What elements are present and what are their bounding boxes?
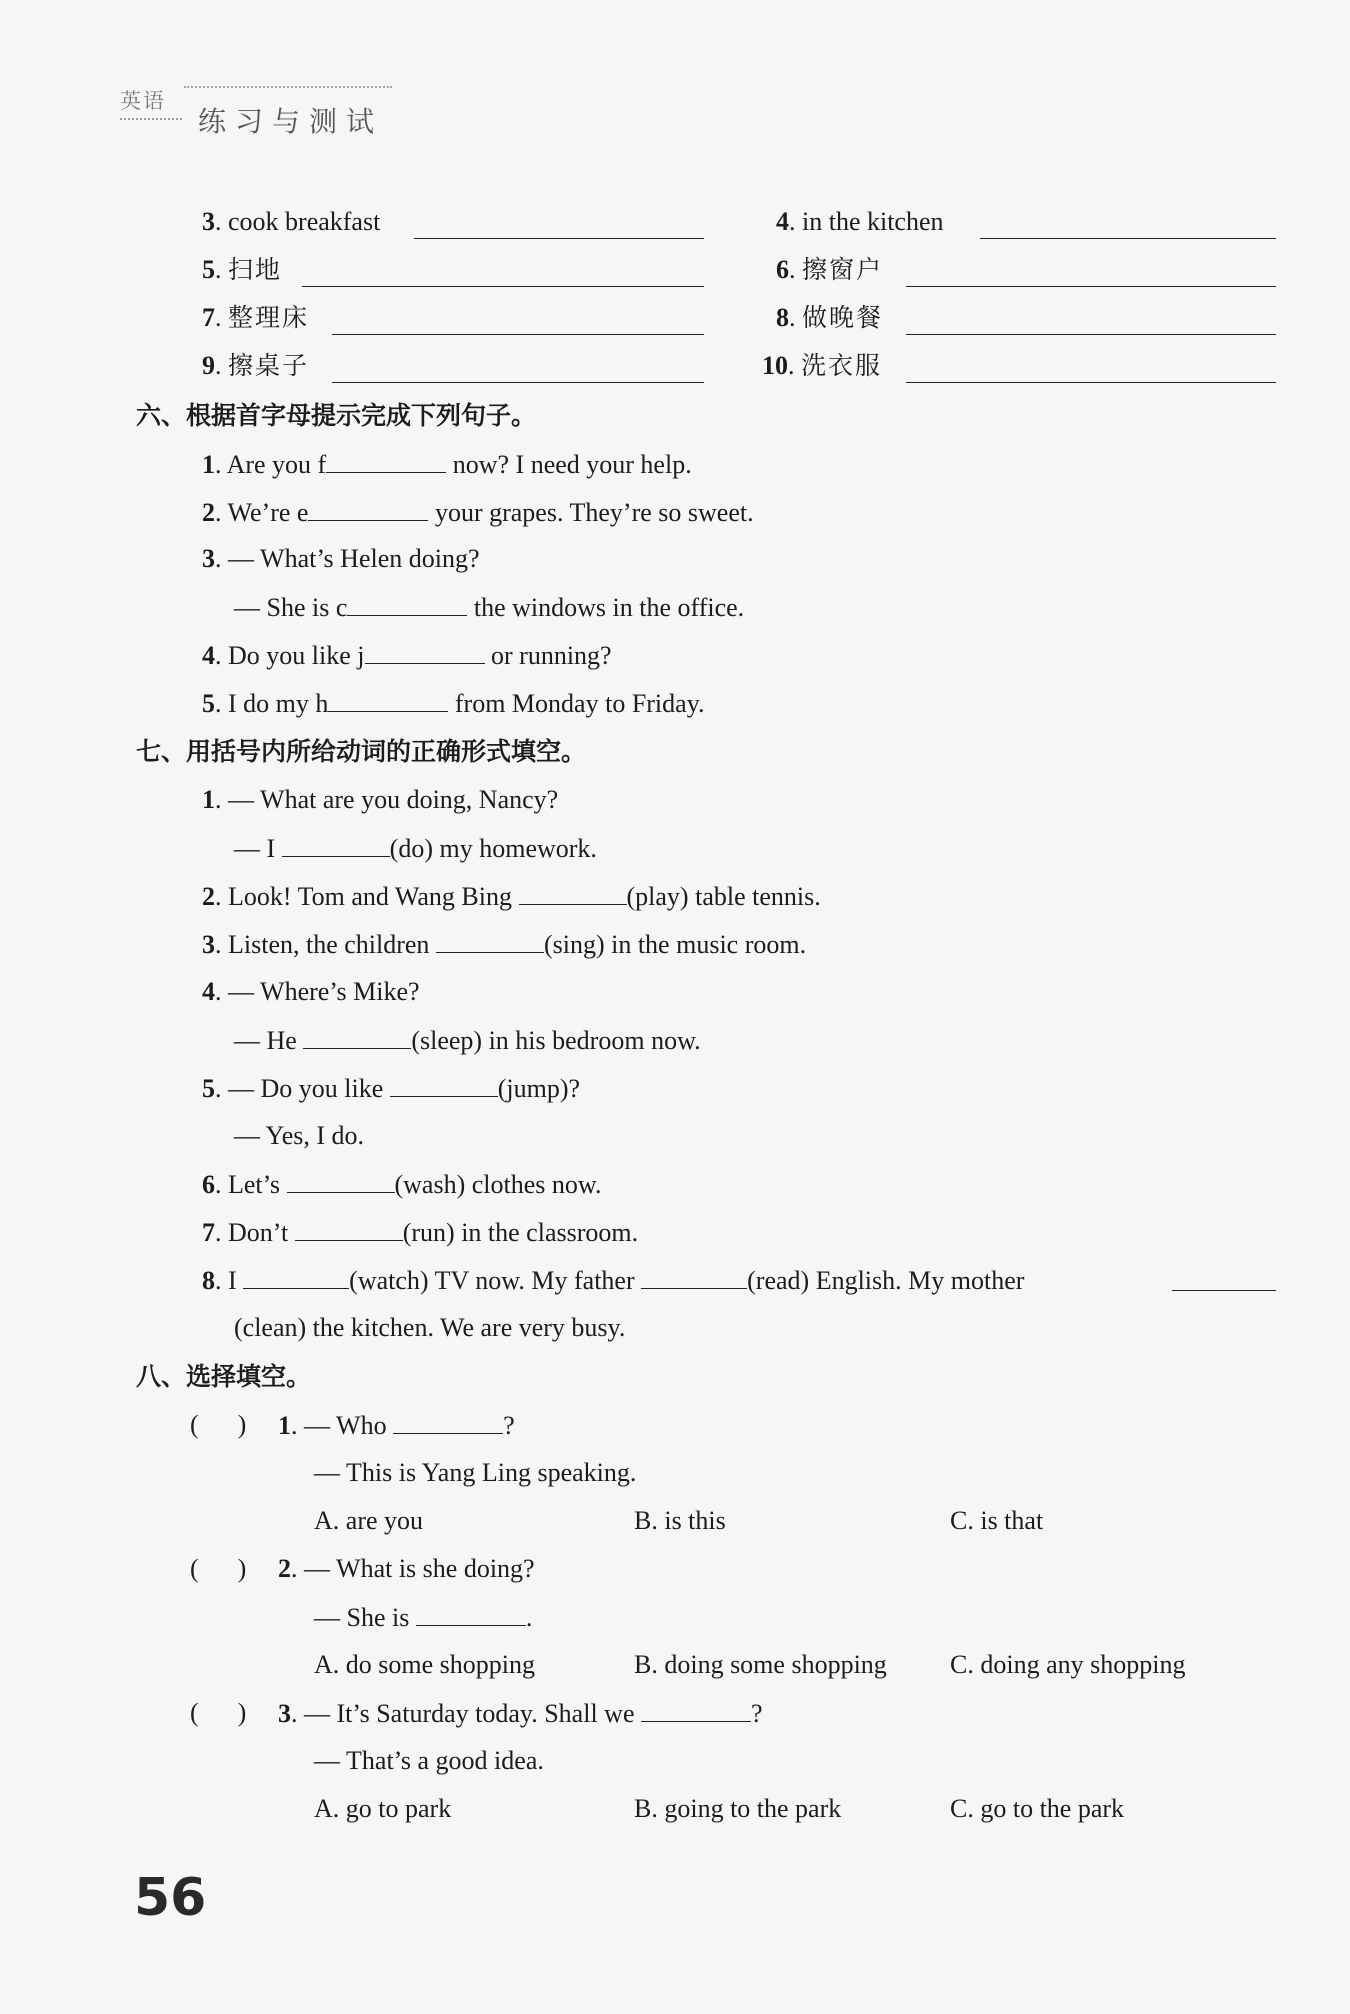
option-b[interactable]: B. doing some shopping <box>634 1650 887 1679</box>
vocab-item-6: 6. 擦窗户 <box>776 255 884 284</box>
answer-line[interactable] <box>980 238 1276 239</box>
blank[interactable] <box>519 880 627 905</box>
s6-item-2: 2. We’re e your grapes. They’re so sweet. <box>202 498 754 527</box>
blank[interactable] <box>390 1072 498 1097</box>
answer-line[interactable] <box>906 382 1276 383</box>
answer-line[interactable] <box>332 334 704 335</box>
s7-item-4: 4. — Where’s Mike? <box>202 977 420 1006</box>
option-b[interactable]: B. is this <box>634 1506 726 1535</box>
s7-item-6: 6. Let’s (wash) clothes now. <box>202 1170 602 1199</box>
blank[interactable] <box>365 639 485 664</box>
answer-line[interactable] <box>906 286 1276 287</box>
blank[interactable] <box>303 1024 411 1049</box>
answer-line[interactable] <box>302 286 704 287</box>
blank[interactable] <box>347 591 467 616</box>
blank[interactable] <box>641 1264 747 1289</box>
s8-item-3-reply: — That’s a good idea. <box>314 1746 544 1775</box>
blank[interactable] <box>328 687 448 712</box>
blank[interactable] <box>282 832 390 857</box>
vocab-item-10: 10. 洗衣服 <box>762 351 883 380</box>
s7-item-1: 1. — What are you doing, Nancy? <box>202 785 559 814</box>
vocab-item-3: 3. cook breakfast <box>202 207 381 236</box>
s7-item-4-answer: — He (sleep) in his bedroom now. <box>234 1026 701 1055</box>
s8-item-1-reply: — This is Yang Ling speaking. <box>314 1458 637 1487</box>
header-subject: 英语 <box>120 86 182 120</box>
answer-line[interactable] <box>906 334 1276 335</box>
s7-item-1-answer: — I (do) my homework. <box>234 834 597 863</box>
s6-item-1: 1. Are you f now? I need your help. <box>202 450 692 479</box>
blank[interactable] <box>287 1168 395 1193</box>
s7-item-5: 5. — Do you like (jump)? <box>202 1074 581 1103</box>
answer-bracket[interactable]: ( ) <box>190 1698 247 1727</box>
header-title: 练习与测试 <box>198 105 384 138</box>
header-divider <box>184 86 392 88</box>
s7-item-7: 7. Don’t (run) in the classroom. <box>202 1218 639 1247</box>
option-a[interactable]: A. go to park <box>314 1794 452 1823</box>
blank[interactable] <box>308 496 428 521</box>
vocab-item-7: 7. 整理床 <box>202 303 310 332</box>
s7-item-8: 8. I (watch) TV now. My father (read) English. My mother <box>202 1266 1025 1295</box>
option-a[interactable]: A. do some shopping <box>314 1650 535 1679</box>
s8-item-2: 2. — What is she doing? <box>278 1554 535 1583</box>
answer-line[interactable] <box>414 238 704 239</box>
blank[interactable] <box>416 1601 526 1626</box>
page-number: 56 <box>134 1868 207 1928</box>
vocab-item-4: 4. in the kitchen <box>776 207 944 236</box>
blank[interactable] <box>393 1409 503 1434</box>
s8-item-1: 1. — Who ? <box>278 1411 515 1440</box>
answer-bracket[interactable]: ( ) <box>190 1554 247 1583</box>
option-b[interactable]: B. going to the park <box>634 1794 842 1823</box>
s7-item-2: 2. Look! Tom and Wang Bing (play) table tennis. <box>202 882 821 911</box>
s7-item-5-answer: — Yes, I do. <box>234 1121 365 1150</box>
option-a[interactable]: A. are you <box>314 1506 424 1535</box>
section-6-title: 六、根据首字母提示完成下列句子。 <box>136 401 537 430</box>
blank[interactable] <box>436 928 544 953</box>
vocab-item-8: 8. 做晚餐 <box>776 303 884 332</box>
s7-item-8-cont: (clean) the kitchen. We are very busy. <box>234 1313 626 1342</box>
option-c[interactable]: C. go to the park <box>950 1794 1125 1823</box>
vocab-item-5: 5. 扫地 <box>202 255 283 284</box>
answer-line[interactable] <box>332 382 704 383</box>
s6-item-4: 4. Do you like j or running? <box>202 641 612 670</box>
blank[interactable] <box>641 1697 751 1722</box>
answer-bracket[interactable]: ( ) <box>190 1410 247 1439</box>
blank[interactable] <box>1172 1290 1276 1291</box>
blank[interactable] <box>326 448 446 473</box>
option-c[interactable]: C. doing any shopping <box>950 1650 1186 1679</box>
section-7-title: 七、用括号内所给动词的正确形式填空。 <box>136 737 587 766</box>
s8-item-2-reply: — She is . <box>314 1603 533 1632</box>
vocab-item-9: 9. 擦桌子 <box>202 351 310 380</box>
section-8-title: 八、选择填空。 <box>136 1362 312 1391</box>
s8-item-3: 3. — It’s Saturday today. Shall we ? <box>278 1699 763 1728</box>
blank[interactable] <box>295 1216 403 1241</box>
s6-item-5: 5. I do my h from Monday to Friday. <box>202 689 705 718</box>
s6-item-3: 3. — What’s Helen doing? <box>202 544 480 573</box>
option-c[interactable]: C. is that <box>950 1506 1044 1535</box>
blank[interactable] <box>243 1264 349 1289</box>
s7-item-3: 3. Listen, the children (sing) in the music room. <box>202 930 807 959</box>
s6-item-3-answer: — She is c the windows in the office. <box>234 593 745 622</box>
